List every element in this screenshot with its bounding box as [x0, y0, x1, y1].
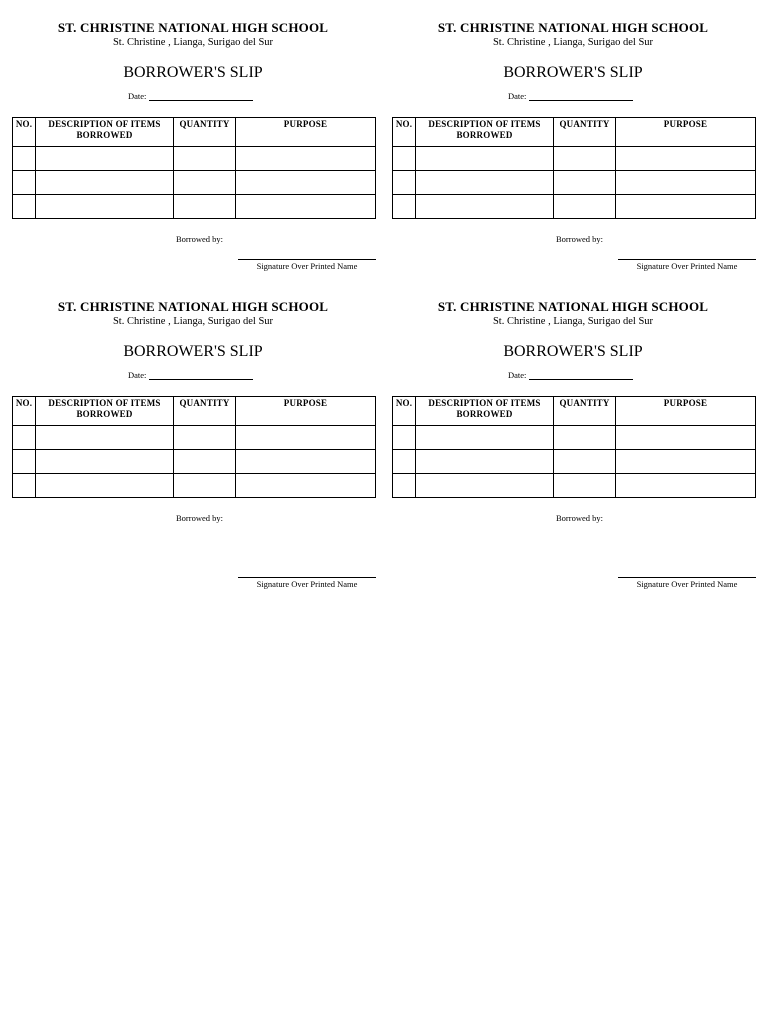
- table-row: [13, 426, 376, 450]
- table-cell[interactable]: [554, 171, 616, 195]
- date-label: Date:: [128, 91, 147, 101]
- items-table: [392, 117, 756, 219]
- table-cell[interactable]: [616, 474, 756, 498]
- table-cell[interactable]: [174, 474, 236, 498]
- date-blank-line[interactable]: [529, 91, 633, 101]
- signature-caption: Signature Over Printed Name: [636, 579, 738, 589]
- table-cell[interactable]: [174, 195, 236, 219]
- table-cell[interactable]: [174, 147, 236, 171]
- school-address: St. Christine , Lianga, Surigao del Sur: [492, 37, 654, 48]
- table-cell[interactable]: [616, 195, 756, 219]
- table-cell[interactable]: [416, 195, 554, 219]
- school-address: St. Christine , Lianga, Surigao del Sur: [492, 316, 654, 327]
- table-header-row: [393, 118, 756, 147]
- table-cell[interactable]: [13, 450, 36, 474]
- date-field: [128, 370, 253, 380]
- school-name: ST. CHRISTINE NATIONAL HIGH SCHOOL: [57, 20, 329, 35]
- table-cell[interactable]: [36, 147, 174, 171]
- table-cell[interactable]: [236, 450, 376, 474]
- column-header-no: NO.: [393, 118, 416, 147]
- borrowed-by-label: Borrowed by:: [176, 234, 223, 244]
- table-cell[interactable]: [13, 171, 36, 195]
- items-table: [392, 396, 756, 498]
- table-cell[interactable]: [13, 474, 36, 498]
- signature-caption: Signature Over Printed Name: [256, 261, 358, 271]
- borrowers-slip: [12, 0, 376, 282]
- table-cell[interactable]: [416, 426, 554, 450]
- date-field: [508, 370, 633, 380]
- table-cell[interactable]: [174, 171, 236, 195]
- borrowed-by-label: Borrowed by:: [556, 513, 603, 523]
- table-row: [13, 450, 376, 474]
- date-field: [508, 91, 633, 101]
- table-cell[interactable]: [13, 426, 36, 450]
- table-row: [13, 474, 376, 498]
- column-header-no: NO.: [13, 118, 36, 147]
- column-header-description: DESCRIPTION OF ITEMS BORROWED: [416, 118, 554, 147]
- column-header-description: DESCRIPTION OF ITEMS BORROWED: [416, 397, 554, 426]
- table-cell[interactable]: [36, 450, 174, 474]
- table-cell[interactable]: [616, 147, 756, 171]
- table-cell[interactable]: [36, 171, 174, 195]
- table-row: [393, 450, 756, 474]
- table-cell[interactable]: [236, 171, 376, 195]
- table-cell[interactable]: [236, 426, 376, 450]
- column-header-quantity: QUANTITY: [174, 397, 236, 426]
- table-header-row: [13, 397, 376, 426]
- slip-title: BORROWER'S SLIP: [123, 343, 263, 360]
- date-blank-line[interactable]: [529, 370, 633, 380]
- table-row: [393, 426, 756, 450]
- signature-line[interactable]: [618, 259, 756, 260]
- table-cell[interactable]: [393, 474, 416, 498]
- items-table: [12, 396, 376, 498]
- table-cell[interactable]: [236, 474, 376, 498]
- column-header-description: DESCRIPTION OF ITEMS BORROWED: [36, 397, 174, 426]
- signature-caption: Signature Over Printed Name: [636, 261, 738, 271]
- table-cell[interactable]: [36, 195, 174, 219]
- borrowers-slip: [392, 0, 756, 282]
- items-table: [12, 117, 376, 219]
- borrowed-by-label: Borrowed by:: [556, 234, 603, 244]
- slip-title: BORROWER'S SLIP: [503, 343, 643, 360]
- table-row: [393, 147, 756, 171]
- table-cell[interactable]: [393, 426, 416, 450]
- date-blank-line[interactable]: [149, 91, 253, 101]
- borrowed-by-label: Borrowed by:: [176, 513, 223, 523]
- table-header-row: [13, 118, 376, 147]
- school-address: St. Christine , Lianga, Surigao del Sur: [112, 37, 274, 48]
- column-header-purpose: PURPOSE: [236, 118, 376, 147]
- column-header-purpose: PURPOSE: [616, 397, 756, 426]
- table-row: [13, 147, 376, 171]
- date-blank-line[interactable]: [149, 370, 253, 380]
- signature-line[interactable]: [618, 577, 756, 578]
- borrowers-slip: [392, 279, 756, 599]
- column-header-purpose: PURPOSE: [236, 397, 376, 426]
- table-cell[interactable]: [554, 426, 616, 450]
- date-label: Date:: [128, 370, 147, 380]
- table-cell[interactable]: [236, 147, 376, 171]
- table-row: [393, 195, 756, 219]
- table-cell[interactable]: [393, 195, 416, 219]
- table-row: [393, 474, 756, 498]
- column-header-no: NO.: [13, 397, 36, 426]
- table-cell[interactable]: [416, 147, 554, 171]
- table-header-row: [393, 397, 756, 426]
- school-name: ST. CHRISTINE NATIONAL HIGH SCHOOL: [437, 299, 709, 314]
- table-cell[interactable]: [616, 171, 756, 195]
- table-row: [13, 171, 376, 195]
- table-cell[interactable]: [36, 426, 174, 450]
- slip-title: BORROWER'S SLIP: [123, 64, 263, 81]
- column-header-no: NO.: [393, 397, 416, 426]
- table-cell[interactable]: [616, 426, 756, 450]
- table-cell[interactable]: [393, 450, 416, 474]
- table-cell[interactable]: [13, 147, 36, 171]
- table-cell[interactable]: [554, 195, 616, 219]
- table-row: [393, 171, 756, 195]
- table-cell[interactable]: [416, 171, 554, 195]
- table-row: [13, 195, 376, 219]
- table-cell[interactable]: [36, 474, 174, 498]
- column-header-quantity: QUANTITY: [554, 397, 616, 426]
- table-cell[interactable]: [393, 147, 416, 171]
- borrowers-slip: [12, 279, 376, 599]
- date-field: [128, 91, 253, 101]
- signature-line[interactable]: [238, 577, 376, 578]
- column-header-purpose: PURPOSE: [616, 118, 756, 147]
- date-label: Date:: [508, 370, 527, 380]
- school-name: ST. CHRISTINE NATIONAL HIGH SCHOOL: [57, 299, 329, 314]
- table-cell[interactable]: [174, 450, 236, 474]
- column-header-description: DESCRIPTION OF ITEMS BORROWED: [36, 118, 174, 147]
- table-cell[interactable]: [416, 474, 554, 498]
- table-cell[interactable]: [174, 426, 236, 450]
- school-name: ST. CHRISTINE NATIONAL HIGH SCHOOL: [437, 20, 709, 35]
- column-header-quantity: QUANTITY: [554, 118, 616, 147]
- table-cell[interactable]: [616, 450, 756, 474]
- table-cell[interactable]: [236, 195, 376, 219]
- table-cell[interactable]: [554, 450, 616, 474]
- table-cell[interactable]: [416, 450, 554, 474]
- date-label: Date:: [508, 91, 527, 101]
- table-cell[interactable]: [554, 474, 616, 498]
- table-cell[interactable]: [554, 147, 616, 171]
- table-cell[interactable]: [13, 195, 36, 219]
- table-cell[interactable]: [393, 171, 416, 195]
- column-header-quantity: QUANTITY: [174, 118, 236, 147]
- signature-caption: Signature Over Printed Name: [256, 579, 358, 589]
- signature-line[interactable]: [238, 259, 376, 260]
- school-address: St. Christine , Lianga, Surigao del Sur: [112, 316, 274, 327]
- slip-title: BORROWER'S SLIP: [503, 64, 643, 81]
